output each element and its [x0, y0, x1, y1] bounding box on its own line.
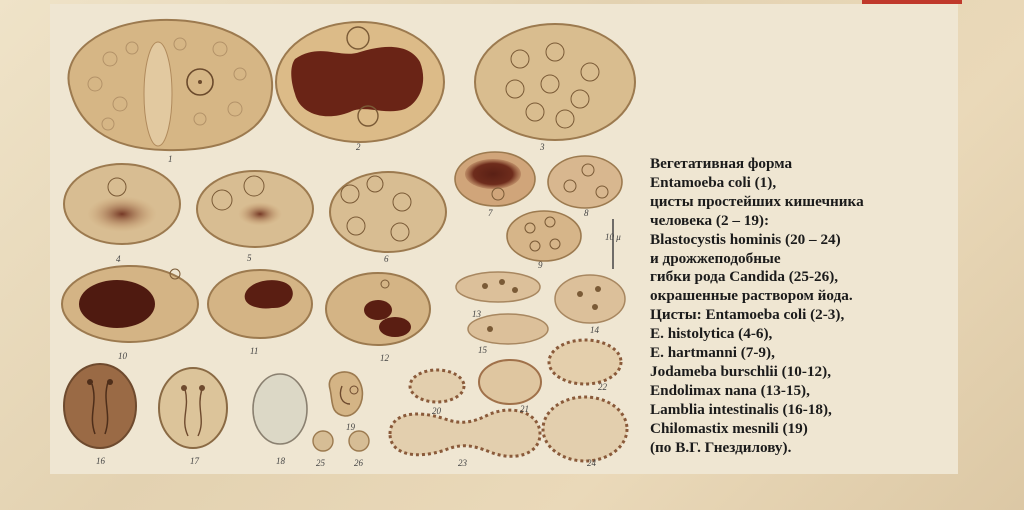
- fig-num-18: 18: [276, 456, 285, 466]
- cell-2: [276, 22, 444, 142]
- caption-line: и дрожжеподобные: [650, 249, 781, 267]
- fig-num-2: 2: [356, 142, 361, 152]
- cell-26: [349, 431, 369, 451]
- fig-num-4: 4: [116, 254, 121, 264]
- cell-4: [64, 164, 180, 244]
- fig-num-26: 26: [354, 458, 363, 468]
- scale-label: 10 μ: [605, 232, 621, 242]
- caption-line: Blastocystis hominis (20 – 24): [650, 230, 841, 248]
- fig-num-1: 1: [168, 154, 173, 164]
- cell-23: [390, 410, 540, 456]
- cell-25: [313, 431, 333, 451]
- cell-1: [68, 20, 272, 150]
- cell-10: [62, 266, 198, 342]
- fig-num-22: 22: [598, 382, 607, 392]
- cell-7: [455, 152, 535, 206]
- fig-num-13: 13: [472, 309, 481, 319]
- fig-num-11: 11: [250, 346, 259, 356]
- cell-20: [410, 370, 464, 402]
- fig-num-23: 23: [458, 458, 467, 468]
- fig-num-10: 10: [118, 351, 127, 361]
- caption-line: Lamblia intestinalis (16-18),: [650, 400, 832, 418]
- caption-line: E. histolytica (4-6),: [650, 325, 773, 343]
- fig-num-9: 9: [538, 260, 543, 270]
- fig-num-5: 5: [247, 253, 252, 263]
- illustration-plate: [50, 4, 958, 474]
- caption-line: человека (2 – 19):: [650, 211, 770, 229]
- caption-line: Endolimax nana (13-15),: [650, 381, 810, 399]
- cell-14: [555, 275, 625, 323]
- caption-line: гибки рода Candida (25-26),: [650, 268, 839, 286]
- cell-11: [208, 270, 312, 338]
- caption-line: (по В.Г. Гнездилову).: [650, 438, 792, 456]
- fig-num-12: 12: [380, 353, 389, 363]
- caption-line: Вегетативная форма: [650, 155, 793, 172]
- caption-line: Jodameba burschlii (10-12),: [650, 362, 831, 380]
- fig-num-6: 6: [384, 254, 389, 264]
- caption-line: Entamoeba coli (1),: [650, 173, 777, 191]
- fig-num-20: 20: [432, 406, 441, 416]
- fig-num-15: 15: [478, 345, 487, 355]
- caption-line: цисты простейших кишечника: [650, 192, 864, 210]
- fig-num-7: 7: [488, 208, 493, 218]
- cell-18: [253, 374, 307, 444]
- fig-num-17: 17: [190, 456, 199, 466]
- caption-text: [650, 155, 956, 458]
- cell-5: [197, 171, 313, 247]
- cell-19: [329, 372, 362, 416]
- caption-line: Цисты: Entamoeba coli (2-3),: [650, 306, 845, 324]
- cell-6: [330, 172, 446, 252]
- cell-12: [326, 273, 430, 345]
- fig-num-21: 21: [520, 404, 529, 414]
- cell-21: [479, 360, 541, 404]
- fig-num-3: 3: [540, 142, 545, 152]
- fig-num-19: 19: [346, 422, 355, 432]
- cell-13: [456, 272, 540, 302]
- cell-3: [475, 24, 635, 140]
- cell-24: [543, 397, 627, 461]
- caption-line: Chilomastix mesnili (19): [650, 419, 808, 437]
- fig-num-25: 25: [316, 458, 325, 468]
- fig-num-14: 14: [590, 325, 599, 335]
- caption-line: E. hartmanni (7-9),: [650, 344, 775, 362]
- fig-num-24: 24: [587, 458, 596, 468]
- cell-16: [64, 364, 136, 448]
- caption-line: окрашенные раствором йода.: [650, 287, 853, 305]
- fig-num-16: 16: [96, 456, 105, 466]
- cell-9: [507, 211, 581, 261]
- cell-8: [548, 156, 622, 208]
- cell-22: [549, 340, 621, 384]
- fig-num-8: 8: [584, 208, 589, 218]
- cell-17: [159, 368, 227, 448]
